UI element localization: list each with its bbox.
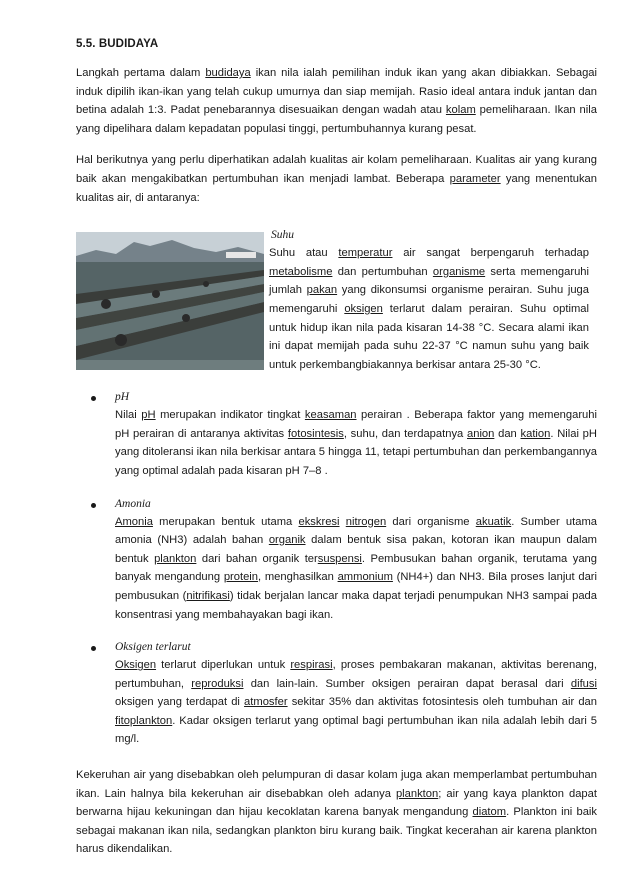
- text-run: perairan . Beberapa faktor yang memengaruhi pH perairan di antaranya aktivitas: [115, 409, 597, 440]
- link-akuatik[interactable]: akuatik: [475, 515, 512, 528]
- oksigen-paragraph: [115, 656, 597, 749]
- link-ekskresi[interactable]: ekskresi: [298, 515, 340, 528]
- text-run: yang menentukan kualitas air, di antaranya:: [76, 172, 597, 204]
- link-keasaman[interactable]: keasaman: [304, 409, 357, 422]
- list-item-amonia: [76, 498, 597, 625]
- text-run: terlarut diperlukan untuk: [156, 659, 291, 672]
- text-run: . Plankton ini baik sebagai makanan ikan nila, sedangkan plankton biru kurang baik. Tingkat kecerahan air karena plankton harus dikendalikan.: [76, 806, 597, 856]
- text-run: (NH4+) dan NH3. Bila proses lanjut dari pembusukan (: [115, 571, 597, 602]
- bullet-icon: [91, 503, 96, 508]
- suhu-paragraph: [269, 244, 589, 374]
- text-run: ) tidak berjalan lancar maka dapat terjadi penumpukan NH3 sampai pada konsentrasi yang membahayakan bagi ikan.: [115, 589, 597, 621]
- link-plankton[interactable]: plankton: [395, 787, 439, 800]
- text-run: ; air yang kaya plankton dapat berwarna hijau kekuningan dan hijau kecoklatan karena banyak mengandung: [76, 787, 597, 819]
- text-run: Nilai: [115, 409, 142, 422]
- text-run: , menghasilkan: [258, 571, 338, 584]
- text-run: . Pembusukan bahan organik, terutama yang banyak mengandung: [115, 552, 597, 584]
- ph-title: pH: [115, 391, 130, 404]
- text-run: oksigen yang terdapat di: [115, 696, 245, 709]
- amonia-paragraph: [115, 513, 597, 625]
- text-run: Suhu atau: [269, 247, 339, 260]
- list-item-ph: [76, 391, 597, 480]
- text-run: merupakan indikator tingkat: [155, 409, 305, 422]
- link-budidaya[interactable]: budidaya: [205, 67, 251, 79]
- text-run: serta memengaruhi jumlah: [269, 265, 590, 297]
- section-heading: 5.5. BUDIDAYA: [76, 38, 159, 50]
- suhu-section: [76, 229, 597, 379]
- link-parameter[interactable]: parameter: [449, 172, 501, 185]
- text-run: dan: [494, 427, 521, 440]
- link-temperatur[interactable]: temperatur: [338, 247, 393, 260]
- link-fitoplankton[interactable]: fitoplankton: [115, 714, 173, 727]
- text-run: Langkah pertama dalam: [76, 67, 206, 79]
- document-page: [76, 38, 597, 872]
- link-suspensi[interactable]: suspensi: [317, 552, 362, 565]
- text-run: sekitar 35% dan aktivitas fotosintesis oleh tumbuhan air dan: [287, 696, 598, 709]
- link-respirasi[interactable]: respirasi: [290, 659, 333, 672]
- link-diatom[interactable]: diatom: [472, 806, 507, 819]
- link-organik[interactable]: organik: [268, 534, 306, 547]
- link-oksigen[interactable]: oksigen: [344, 302, 383, 315]
- text-run: air sangat berpengaruh terhadap: [392, 247, 589, 260]
- link-fotosintesis[interactable]: fotosintesis: [287, 427, 344, 440]
- text-run: Kekeruhan air yang disebabkan oleh pelumpuran di dasar kolam juga akan memperlambat pertumbuhan ikan. Lain halnya bila kekeruhan air disebabkan oleh adanya: [76, 769, 597, 800]
- text-run: dalam bentuk sisa pakan, kotoran ikan maupun dalam bentuk: [115, 534, 597, 565]
- intro-paragraph-2: [76, 151, 597, 207]
- fish-cage-illustration: [76, 232, 264, 370]
- text-run: Hal berikutnya yang perlu diperhatikan adalah kualitas air kolam pemeliharaan. Kualitas air yang kurang baik akan mengakibatkan pertumbuhan ikan menjadi lambat. Beberapa: [76, 154, 597, 185]
- amonia-title: Amonia: [115, 497, 151, 510]
- link-metabolisme[interactable]: metabolisme: [269, 265, 333, 278]
- bullet-icon: [91, 646, 96, 651]
- link-anion[interactable]: anion: [467, 427, 495, 440]
- intro-paragraph-1: [76, 64, 597, 138]
- link-ph[interactable]: pH: [141, 409, 156, 422]
- parameter-list: [76, 391, 597, 749]
- link-oksigen[interactable]: Oksigen: [115, 659, 157, 672]
- suhu-title: Suhu: [271, 229, 294, 242]
- link-kation[interactable]: kation: [520, 427, 551, 440]
- link-amonia[interactable]: Amonia: [115, 515, 153, 528]
- link-ammonium[interactable]: ammonium: [337, 571, 393, 584]
- link-difusi[interactable]: difusi: [570, 677, 597, 690]
- link-reproduksi[interactable]: reproduksi: [191, 677, 244, 690]
- text-run: dari bahan organik ter: [196, 552, 318, 565]
- oksigen-title: Oksigen terlarut: [115, 641, 191, 654]
- text-run: merupakan bentuk utama: [152, 515, 299, 528]
- link-nitrifikasi[interactable]: nitrifikasi: [186, 589, 230, 602]
- link-organisme[interactable]: organisme: [432, 265, 486, 278]
- text-run: terlarut dalam perairan. Suhu optimal untuk hidup ikan nila pada kisaran 14-38 °C. Secara alami ikan ini dapat memijah pada suhu 22-37 °C namun suhu yang baik untuk perkembangbiakannya berkisar antara 25-30 °C.: [269, 302, 589, 371]
- link-protein[interactable]: protein: [223, 571, 259, 584]
- link-kolam[interactable]: kolam: [445, 104, 476, 117]
- link-atmosfer[interactable]: atmosfer: [244, 696, 288, 709]
- text-run: . Sumber utama amonia (NH3) adalah bahan: [115, 515, 598, 547]
- text-run: dan pertumbuhan: [332, 265, 433, 278]
- text-run: dari organisme: [386, 515, 476, 528]
- list-item-oksigen: [76, 641, 597, 749]
- text-run: ikan nila ialah pemilihan induk ikan yang akan dibiakkan. Sebagai induk dipilih ikan-ikan yang telah cukup umurnya dan siap memijah. Rasio ideal antara induk jantan dan betina adalah 1:3. Padat penebarannya disesuaikan dengan wadah atau: [76, 67, 597, 117]
- link-nitrogen[interactable]: nitrogen: [345, 515, 387, 528]
- text-run: . Kadar oksigen terlarut yang optimal bagi pertumbuhan ikan nila adalah lebih dari 5 mg/l.: [115, 714, 597, 746]
- fish-farm-photo: [76, 232, 264, 370]
- text-run: , proses pembakaran makanan, aktivitas berenang, pertumbuhan,: [115, 659, 597, 690]
- text-run: yang dikonsumsi organisme perairan. Suhu juga memengaruhi: [269, 284, 589, 315]
- link-plankton[interactable]: plankton: [154, 552, 197, 565]
- text-run: pemeliharaan. Ikan nila yang dipelihara dalam kepadatan populasi tinggi, pertumbuhannya kurang pesat.: [76, 104, 597, 135]
- text-run: dan lain-lain. Sumber oksigen perairan dapat berasal dari: [243, 677, 571, 690]
- ph-paragraph: [115, 406, 597, 480]
- suhu-text-block: [269, 229, 589, 374]
- text-run: , suhu, dan terdapatnya: [343, 427, 467, 440]
- bullet-icon: [91, 396, 96, 401]
- closing-paragraph: [76, 766, 597, 859]
- text-run: . Nilai pH yang ditoleransi ikan nila berkisar antara 5 hingga 11, tetapi pertumbuhan dan perkembangannya yang optimal adalah pada kisaran pH 7–8 .: [115, 427, 597, 477]
- link-pakan[interactable]: pakan: [306, 284, 338, 297]
